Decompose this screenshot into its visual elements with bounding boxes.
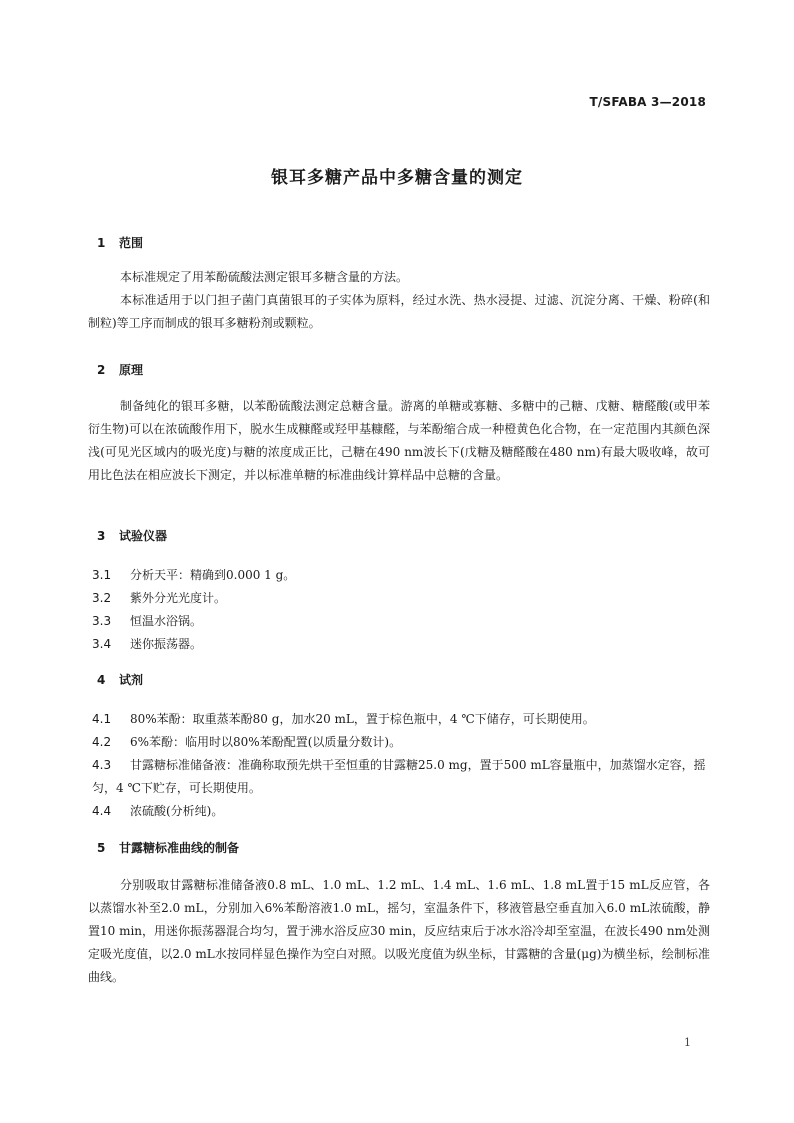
item-text: 紫外分光光度计。 bbox=[130, 591, 227, 605]
section-number: 5 bbox=[97, 841, 106, 855]
standard-code: T/SFABA 3—2018 bbox=[589, 95, 706, 109]
section-heading-principle bbox=[97, 361, 143, 378]
item-text: 浓硫酸(分析纯)。 bbox=[130, 804, 224, 818]
section-number: 1 bbox=[97, 236, 106, 250]
item-number: 3.1 bbox=[92, 568, 112, 582]
item-number: 3.4 bbox=[92, 637, 112, 651]
page-number: 1 bbox=[684, 1036, 691, 1049]
section-heading-standard-curve bbox=[97, 839, 239, 856]
list-item bbox=[92, 708, 712, 731]
list-item bbox=[92, 731, 712, 754]
section-number: 2 bbox=[97, 363, 106, 377]
paragraph: 本标准规定了用苯酚硫酸法测定银耳多糖含量的方法。 bbox=[120, 270, 409, 284]
section-title: 试验仪器 bbox=[119, 529, 168, 543]
item-text: 恒温水浴锅。 bbox=[130, 614, 203, 628]
list-item bbox=[92, 754, 712, 800]
document-title: 银耳多糖产品中多糖含量的测定 bbox=[271, 168, 523, 188]
paragraph: 分别吸取甘露糖标准储备液0.8 mL、1.0 mL、1.2 mL、1.4 mL、1.6 mL、1.8 mL置于15 mL反应管，各以蒸馏水补至2.0 mL，分别加入6%苯酚溶液1.0 mL，摇匀，室温条件下，移液管悬空垂直加入6.0 mL浓硫酸，静置10 min，用迷你振荡器混合均匀，置于沸水浴反应30 min，反应结束后于冰水浴冷却至室温，在波长490 nm处测定吸光度值，以2.0 mL水按同样显色操作为空白对照。以吸光度值为纵坐标，甘露糖的含量(μg)为横坐标，绘制标准曲线。 bbox=[88, 878, 710, 984]
item-text: 6%苯酚：临用时以80%苯酚配置(以质量分数计)。 bbox=[130, 735, 402, 749]
item-text: 甘露糖标准储备液：准确称取预先烘干至恒重的甘露糖25.0 mg，置于500 mL容量瓶中，加蒸馏水定容，摇匀，4 ℃下贮存，可长期使用。 bbox=[92, 758, 706, 795]
list-item bbox=[92, 610, 712, 633]
section-heading-scope bbox=[97, 234, 143, 251]
item-number: 4.2 bbox=[92, 735, 112, 749]
section-title: 范围 bbox=[119, 236, 144, 250]
section-title: 试剂 bbox=[119, 673, 144, 687]
section-heading-reagents bbox=[97, 671, 143, 688]
section-number: 4 bbox=[97, 673, 106, 687]
section-title: 甘露糖标准曲线的制备 bbox=[119, 841, 240, 855]
item-text: 迷你振荡器。 bbox=[130, 637, 203, 651]
item-number: 3.3 bbox=[92, 614, 112, 628]
paragraph: 本标准适用于以门担子菌门真菌银耳的子实体为原料，经过水洗、热水浸提、过滤、沉淀分离、干燥、粉碎(和制粒)等工序而制成的银耳多糖粉剂或颗粒。 bbox=[88, 293, 710, 330]
list-item bbox=[92, 587, 712, 610]
paragraph: 制备纯化的银耳多糖，以苯酚硫酸法测定总糖含量。游离的单糖或寡糖、多糖中的己糖、戊糖、糖醛酸(或甲苯衍生物)可以在浓硫酸作用下，脱水生成糠醛或羟甲基糠醛，与苯酚缩合成一种橙黄色化合物，在一定范围内其颜色深浅(可见光区域内的吸光度)与糖的浓度成正比，己糖在490 nm波长下(戊糖及糖醛酸在480 nm)有最大吸收峰，故可用比色法在相应波长下测定，并以标准单糖的标准曲线计算样品中总糖的含量。 bbox=[88, 399, 710, 482]
section-number: 3 bbox=[97, 529, 106, 543]
list-item bbox=[92, 800, 712, 823]
item-number: 3.2 bbox=[92, 591, 112, 605]
item-number: 4.3 bbox=[92, 758, 112, 772]
list-item bbox=[92, 564, 712, 587]
item-number: 4.4 bbox=[92, 804, 112, 818]
item-number: 4.1 bbox=[92, 712, 112, 726]
section-title: 原理 bbox=[119, 363, 144, 377]
section-heading-instruments bbox=[97, 527, 167, 544]
item-text: 分析天平：精确到0.000 1 g。 bbox=[130, 568, 296, 582]
item-text: 80%苯酚：取重蒸苯酚80 g，加水20 mL，置于棕色瓶中，4 ℃下储存，可长期使用。 bbox=[130, 712, 595, 726]
list-item bbox=[92, 633, 712, 656]
